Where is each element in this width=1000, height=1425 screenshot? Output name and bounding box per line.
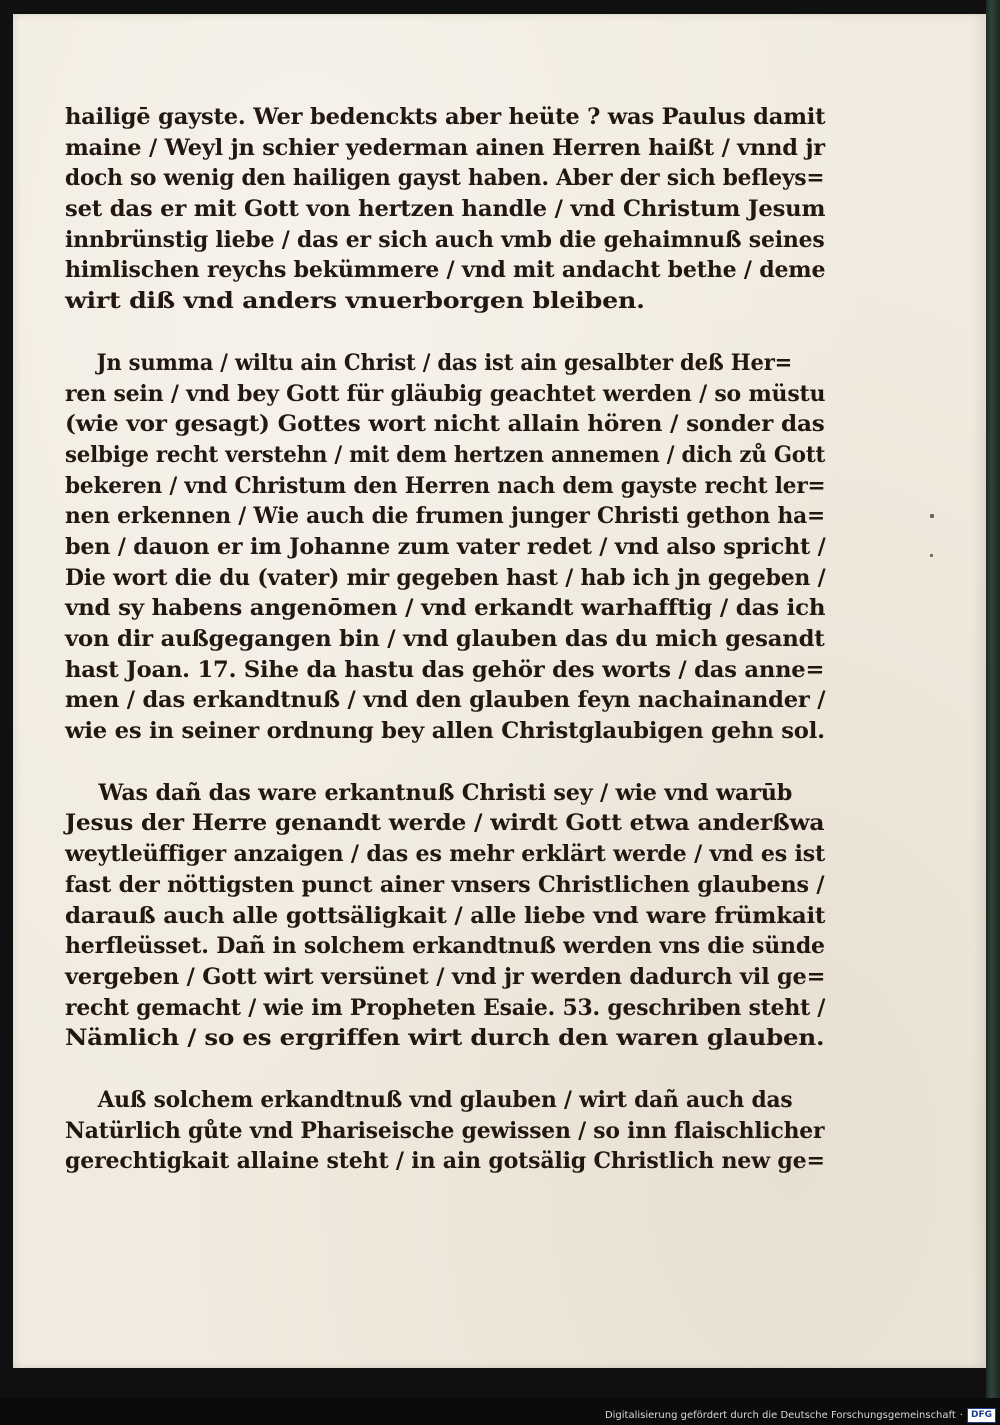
text-line: wirt diß vnd anders vnuerborgen bleiben. xyxy=(65,288,645,315)
text-line: (wie vor gesagt) Gottes wort nicht allain hören / sonder das xyxy=(65,411,825,438)
text-line: gerechtigkait allaine steht / in ain gotsälig Christlich new ge= xyxy=(65,1148,825,1175)
text-line: set das er mit Gott von hertzen handle / vnd Christum Jesum xyxy=(65,196,826,223)
text-line: recht gemacht / wie im Propheten Esaie. 53. geschriben steht / xyxy=(65,994,826,1021)
footer-credit: Digitalisierung gefördert durch die Deutsche Forschungsgemeinschaft xyxy=(604,1409,956,1421)
text-line: darauß auch alle gottsäligkait / alle liebe vnd ware frümkait xyxy=(65,902,826,929)
dfg-logo: DFG xyxy=(967,1408,996,1423)
paragraph-gap xyxy=(65,747,825,778)
book-page xyxy=(13,14,986,1368)
text-line: hast Joan. 17. Sihe da hastu das gehör des worts / das anne= xyxy=(65,656,825,683)
text-line: Natürlich gůte vnd Phariseische gewissen / so inn flaischlicher xyxy=(65,1117,825,1144)
text-line: hailigē gayste. Wer bedenckts aber heüte ? was Paulus damit xyxy=(65,104,826,130)
paragraph-gap xyxy=(65,1054,825,1085)
text-line: wie es in seiner ordnung bey allen Christglaubigen gehn sol. xyxy=(65,718,825,745)
text-line: Die wort die du (vater) mir gegeben hast / hab ich jn gegeben / xyxy=(65,564,826,591)
text-line: innbrünstig liebe / das er sich auch vmb die gehaimnuß seines xyxy=(65,226,825,253)
paragraph-gap xyxy=(65,317,825,348)
page-text xyxy=(65,102,825,1177)
text-line: Jesus der Herre genandt werde / wirdt Gott etwa anderßwa xyxy=(65,810,825,837)
text-line: Nämlich / so es ergriffen wirt durch den waren glauben. xyxy=(65,1025,825,1052)
paragraph xyxy=(65,102,825,317)
text-line: Was dañ das ware erkantnuß Christi sey / wie vnd warūb xyxy=(98,779,793,806)
text-line: vnd sy habens angenōmen / vnd erkandt warhafftig / das ich xyxy=(65,595,826,622)
text-line: himlischen reychs bekümmere / vnd mit andacht bethe / deme xyxy=(65,257,826,284)
text-line: weytleüffiger anzaigen / das es mehr erklärt werde / vnd es ist xyxy=(65,841,826,868)
paragraph xyxy=(65,778,825,1054)
scan-edge-strip xyxy=(986,0,1000,1398)
text-line: von dir außgegangen bin / vnd glauben das du mich gesandt xyxy=(65,626,825,652)
text-line: men / das erkandtnuß / vnd den glauben feyn nachainander / xyxy=(65,687,826,714)
text-line: maine / Weyl jn schier yederman ainen Herren haißt / vnnd jr xyxy=(65,134,825,161)
text-line: bekeren / vnd Christum den Herren nach dem gayste recht ler= xyxy=(65,472,826,499)
text-line: doch so wenig den hailigen gayst haben. Aber der sich befleys= xyxy=(65,165,825,192)
text-line: ren sein / vnd bey Gott für gläubig geachtet werden / so müstu xyxy=(65,380,826,407)
text-line: ben / dauon er im Johanne zum vater redet / vnd also spricht / xyxy=(65,533,826,560)
text-line: selbige recht verstehn / mit dem hertzen annemen / dich zů Gott xyxy=(65,441,826,468)
margin-mark xyxy=(930,554,933,557)
text-line: herfleüsset. Dañ in solchem erkandtnuß werden vns die sünde xyxy=(65,933,825,960)
text-line: nen erkennen / Wie auch die frumen junger Christi gethon ha= xyxy=(65,503,825,530)
paragraph xyxy=(65,348,825,747)
footer-separator: · xyxy=(959,1409,963,1421)
text-line: vergeben / Gott wirt versünet / vnd jr werden dadurch vil ge= xyxy=(65,963,826,990)
text-line: Auß solchem erkandtnuß vnd glauben / wirt dañ auch das xyxy=(97,1086,793,1113)
paragraph xyxy=(65,1085,825,1177)
text-line: fast der nöttigsten punct ainer vnsers Christlichen glaubens / xyxy=(65,871,825,898)
footer xyxy=(605,1407,996,1423)
text-line: Jn summa / wiltu ain Christ / das ist ain gesalbter deß Her= xyxy=(96,349,793,376)
margin-mark xyxy=(930,514,934,518)
